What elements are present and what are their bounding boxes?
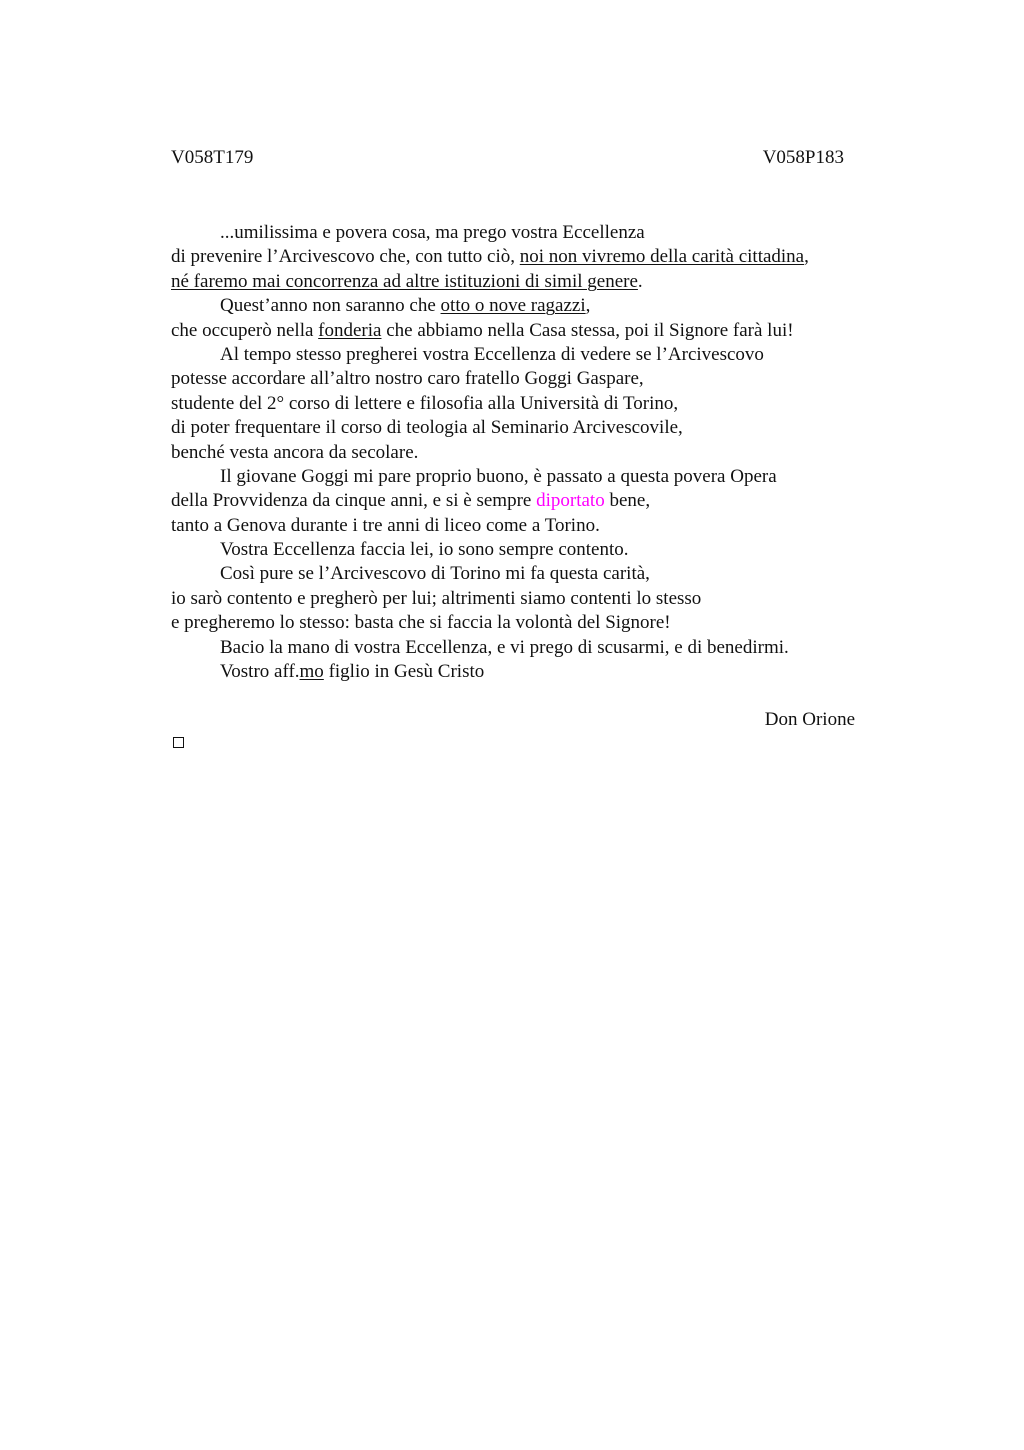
underlined-text: mo [299,661,324,683]
signature: Don Orione [764,709,855,730]
letter-line: di prevenire l’Arcivescovo che, con tutto ciò, noi non vivremo della carità cittadina, [171,246,809,268]
letter-line: studente del 2° corso di lettere e filosofia alla Università di Torino, [171,392,679,414]
letter-line: né faremo mai concorrenza ad altre istituzioni di simil genere. [171,270,643,292]
letter-line: che occuperò nella fonderia che abbiamo nella Casa stessa, poi il Signore farà lui! [171,319,794,341]
document-code-right: V058P183 [762,147,844,168]
square-outline-icon [173,737,184,748]
underlined-text: né faremo mai concorrenza ad altre istituzioni di simil genere [171,270,638,292]
underlined-text: fonderia [318,319,382,341]
letter-line: benché vesta ancora da secolare. [171,441,419,463]
letter-line: Il giovane Goggi mi pare proprio buono, è passato a questa povera Opera [220,465,777,487]
letter-line: e pregheremo lo stesso: basta che si faccia la volontà del Signore! [171,612,671,634]
letter-line: della Provvidenza da cinque anni, e si è sempre diportato bene, [171,490,651,512]
document-code-left: V058T179 [171,147,254,168]
letter-body [171,221,871,684]
letter-line: potesse accordare all’altro nostro caro fratello Goggi Gaspare, [171,368,644,390]
letter-line: di poter frequentare il corso di teologia al Seminario Arcivescovile, [171,417,683,439]
letter-line: io sarò contento e pregherò per lui; altrimenti siamo contenti lo stesso [171,587,702,609]
letter-line: Vostro aff.mo figlio in Gesù Cristo [220,661,485,683]
letter-line: Al tempo stesso pregherei vostra Eccellenza di vedere se l’Arcivescovo [220,343,764,365]
letter-line: Vostra Eccellenza faccia lei, io sono sempre contento. [220,539,629,561]
underlined-text: otto o nove ragazzi [440,295,586,317]
letter-line: Quest’anno non saranno che otto o nove ragazzi, [220,295,591,317]
highlighted-word: diportato [536,490,605,512]
letter-line: ...umilissima e povera cosa, ma prego vostra Eccellenza [220,222,645,243]
letter-line: Così pure se l’Arcivescovo di Torino mi fa questa carità, [220,563,650,585]
underlined-text: noi non vivremo della carità cittadina [519,246,805,268]
letter-line: tanto a Genova durante i tre anni di liceo come a Torino. [171,514,600,536]
letter-line: Bacio la mano di vostra Eccellenza, e vi prego di scusarmi, e di benedirmi. [220,636,789,658]
